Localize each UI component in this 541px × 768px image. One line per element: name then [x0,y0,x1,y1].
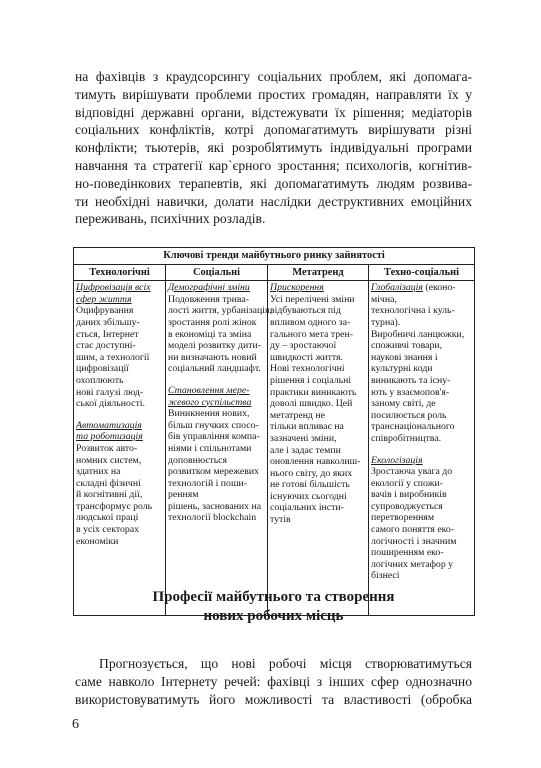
trend-text: здатних на [76,466,121,478]
trend-text: оновлення навколиш- [270,456,361,468]
trend-block [168,385,265,524]
trend-text: Нові технологічні [270,363,345,375]
page-number: 6 [72,717,79,732]
trend-text: Виникнення нових, [168,408,250,420]
heading-line: Професії майбутнього та створення [152,589,395,605]
table-cell-social [166,281,272,616]
trend-text: транснаціонального [371,421,455,433]
trend-title: та роботизація [76,431,143,443]
trend-text: моделі розвитку дити- [168,340,262,352]
trend-title: жевого суспільства [168,396,252,408]
text-line: використовуватимуть його можливості та властивості (обробка [75,691,472,707]
trend-text: існуючих сьогодні [270,490,347,502]
trend-block [76,282,163,410]
trend-title: Глобалізація [371,282,423,294]
trend-text: доповнюється [168,454,228,466]
trend-text: бізнесі [371,570,400,582]
trend-text: більш гнучких спосо- [168,419,259,431]
heading-line: нових робочих місць [203,608,344,624]
trend-text: турна). [371,316,401,328]
trend-text: швидкості життя. [270,351,344,363]
trend-text: номних систем, [76,454,142,466]
trend-text: нього світу, до яких [270,467,353,479]
table-cell-techno-social [369,281,475,616]
trend-text: стає доступні- [76,340,136,352]
trend-text: технологій і поши- [168,477,247,489]
trend-text: лості життя, урбанізація, [168,305,272,317]
trend-text: ду – зростаючої [270,340,337,352]
trend-text: ни визначають новий [168,351,257,363]
trend-block [168,282,272,375]
text-line: но-поведінкових терапевтів, які допомагатимуть людям розвива- [75,175,472,191]
trend-text: Подовження трива- [168,293,249,305]
trend-title: Демографічні зміни [168,282,250,294]
text-line: конфлікти; тьютерів, які розробlятимуть індивідуальні програми [75,140,472,156]
trend-text: ють у взаємопов'я- [371,386,450,398]
trend-text: поширенням еко- [371,547,444,559]
trend-text: екології у спожи- [371,477,443,489]
trend-text: соціальний ландшафт. [168,363,261,375]
trend-text: тільки впливає на [270,421,344,433]
trend-text: в усіх секторах [76,524,140,536]
trends-table [73,247,475,616]
trend-text: заному світі, де [371,398,436,410]
trend-text: складні фізичні [76,477,141,489]
column-header-techno-social: Техно-соціальні [369,264,475,281]
trend-text: вачів і виробників [371,489,447,501]
trend-text: практики виникають [270,386,357,398]
trend-title: Цифровізація всіх [76,282,151,294]
column-header-metatrend: Метатренд [268,264,369,281]
trend-text: але і задає темпи [270,444,341,456]
trend-text: й когнітивні дії, [76,489,143,501]
trend-text: рішення і соціальні [270,374,352,386]
trend-text: (еконо- [422,282,456,294]
trend-text: трансформує роль [76,500,153,512]
trend-title: Прискорення [270,282,324,294]
table-caption: Ключові тренди майбутнього ринку зайнятості [74,248,475,265]
trend-text: Зростаюча увага до [371,466,453,478]
trend-title: Становлення мере- [168,384,250,396]
trend-text: розвитком мережевих [168,466,259,478]
trend-text: споживчі товари, [371,340,443,352]
trend-text: мічна, [371,293,397,305]
trend-text: впливом одного за- [270,316,351,328]
trend-text: даних збільшу- [76,316,140,328]
trend-text: ської діяльності. [76,398,145,410]
trend-text: посилюється роль [371,409,447,421]
trend-text: логічності і значним [371,535,457,547]
trend-text: тутів [270,514,291,526]
trend-text: культурні коди [371,363,433,375]
text-line: саме навколо Інтернету речей: фахівці з інших сфер однозначно [75,673,472,689]
trend-text: технології blockchain [168,512,257,524]
trend-text: Розвиток авто- [76,442,138,454]
trend-text: в економіці та зміна [168,328,252,340]
text-line: Прогнозується, що нові робочі місця створюватимуться [99,656,472,671]
trend-text: нові галузі люд- [76,386,144,398]
table-cell-metatrend [268,281,369,616]
trend-text: ніями і спільнотами [168,442,252,454]
trend-text: Оцифрування [76,305,134,317]
trend-text: зазначені зміни, [270,432,337,444]
trend-text: перетворенням [371,512,435,524]
section-heading [75,588,472,626]
trend-text: людської праці [76,512,139,524]
table-cell-technological [74,281,166,616]
trend-text: наукові знання і [371,351,438,363]
trend-text: цифровізації [76,363,129,375]
text-line: тимуть вирішувати проблеми простих громадян, направляти їх у [75,86,472,102]
text-line: на фахівців з краудсорсингу соціальних проблем, які допомага- [75,69,472,84]
trend-text: співробітництва. [371,432,442,444]
trend-text: супроводжується [371,500,443,512]
trend-block [371,282,472,444]
trend-text: зростання ролі жінок [168,316,257,328]
trend-text: бів управління компа- [168,431,260,443]
trend-text: не готові більшість [270,479,350,491]
trend-block [270,282,366,525]
trend-text: економіки [76,535,119,547]
text-line: відповідні державні органи, відстежувати їх рішення; медіаторів [75,104,472,120]
body-paragraph [75,655,472,708]
trend-text: відбуваються під [270,305,341,317]
trend-title: Екологізація [371,454,423,466]
trend-text: рішень, заснованих на [168,500,262,512]
trend-text: виникають та існу- [371,374,451,386]
trend-text: соціальних інсти- [270,502,344,514]
trend-text: шим, а технології [76,351,150,363]
trend-text: гального мета трен- [270,328,353,340]
text-line: переживань, психічних розладів. [75,211,266,227]
trend-title-line [371,282,472,294]
trend-text: метатренд не [270,409,325,421]
intro-paragraph [75,68,472,228]
text-line: ти необхідні навички, долати наслідки деструктивних емоційних [75,193,472,209]
trend-block [76,420,163,548]
trend-text: охоплюють [76,374,124,386]
column-header-social: Соціальні [166,264,268,281]
trend-text: доволі швидко. Цей [270,398,353,410]
trend-title: сфер життя [76,293,132,305]
column-header-technological: Технологічні [74,264,166,281]
trend-text: самого поняття еко- [371,524,455,536]
trend-text: Виробничі ланцюжки, [371,328,465,340]
trend-text: технологічна і куль- [371,305,455,317]
text-line: соціальних конфліктів, котрі допомагатимуть вирішувати різні [75,122,472,138]
trend-title: Автоматизація [76,419,142,431]
trend-text: логічних метафор у [371,558,454,570]
trend-block [371,455,472,583]
text-line: навчання та стратегії кар`єрного зростання; психологів, когнітив- [75,157,472,173]
trend-text: ренням [168,489,199,501]
trend-text: ється, Інтернет [76,328,139,340]
trend-text: Усі перелічені зміни [270,293,355,305]
